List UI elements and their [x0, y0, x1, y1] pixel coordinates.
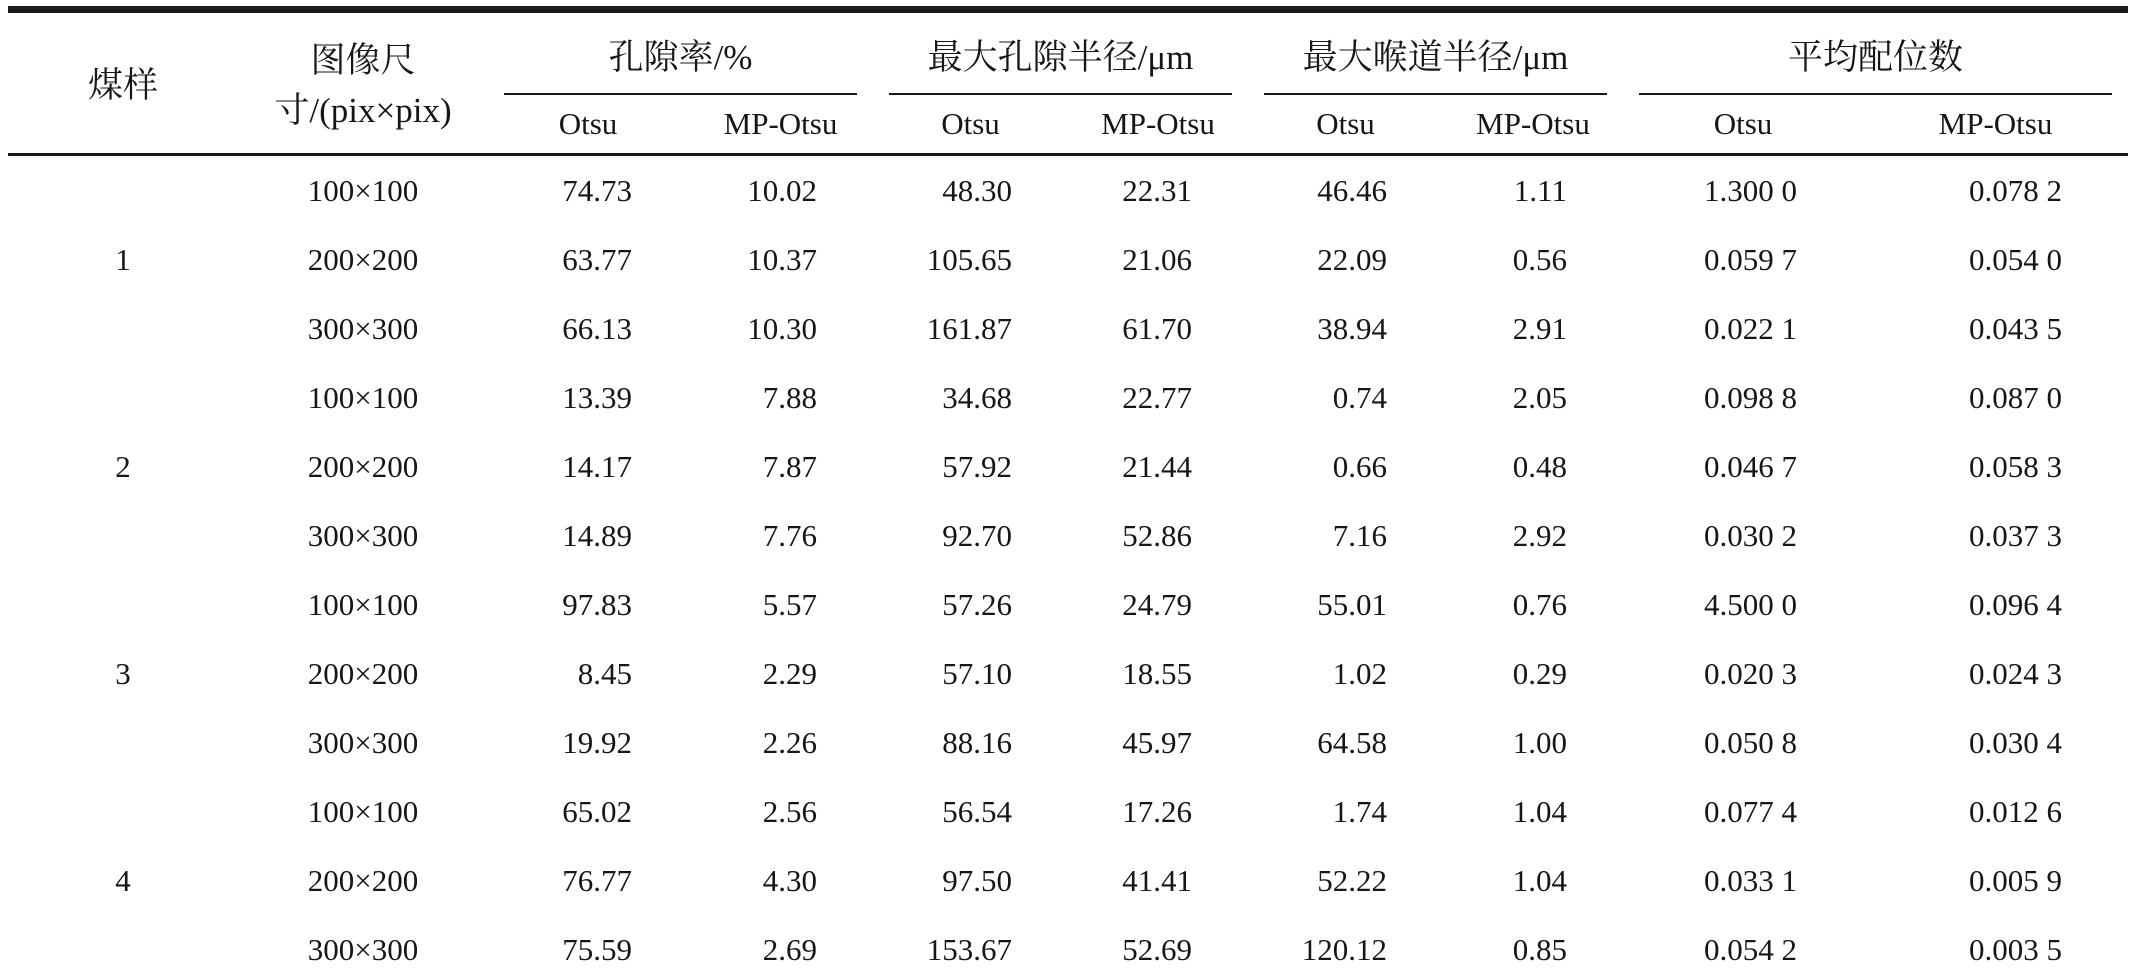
- cell-value: 2.05: [1512, 379, 1568, 415]
- group-header-max-throat-radius: [1248, 10, 1623, 95]
- cell-value: 13.39: [562, 379, 632, 415]
- cell-image-size: 300×300: [307, 517, 419, 553]
- cell-value: 0.012 6: [1969, 793, 2063, 829]
- cell-value: 8.45: [577, 655, 632, 691]
- cell-value: 0.037 3: [1969, 517, 2063, 553]
- cell-value: 120.12: [1301, 931, 1388, 967]
- cell-value: 1.11: [1513, 172, 1568, 208]
- cell-value: 56.54: [942, 793, 1013, 829]
- cell-image-size: 200×200: [307, 448, 419, 484]
- table-body: [8, 155, 2128, 969]
- results-table: [8, 6, 2128, 969]
- table-row: [8, 915, 2128, 969]
- cell-value: 0.76: [1512, 586, 1568, 622]
- cell-value: 52.22: [1317, 862, 1388, 898]
- cell-value: 66.13: [562, 310, 632, 346]
- cell-value: 4.500 0: [1704, 586, 1798, 622]
- cell-value: 0.033 1: [1704, 862, 1798, 898]
- cell-value: 0.077 4: [1704, 793, 1798, 829]
- cell-image-size: 100×100: [307, 586, 419, 622]
- cell-value: 2.92: [1512, 517, 1568, 553]
- sub-header-otsu: Otsu: [1623, 95, 1863, 155]
- cell-image-size: 300×300: [307, 724, 419, 760]
- cell-value: 10.02: [747, 172, 818, 208]
- table-row: [8, 432, 2128, 501]
- table-row: [8, 225, 2128, 294]
- cell-value: 61.70: [1122, 310, 1193, 346]
- cell-image-size: 100×100: [307, 793, 419, 829]
- cell-value: 0.054 2: [1704, 931, 1798, 967]
- cell-value: 45.97: [1122, 724, 1193, 760]
- table-row: [8, 846, 2128, 915]
- cell-value: 24.79: [1122, 586, 1193, 622]
- cell-value: 22.77: [1122, 379, 1193, 415]
- table-row: [8, 639, 2128, 708]
- cell-value: 21.06: [1122, 241, 1193, 277]
- cell-value: 38.94: [1317, 310, 1388, 346]
- cell-value: 57.10: [942, 655, 1013, 691]
- group-header-porosity: [488, 10, 873, 95]
- sub-header-mp-otsu: MP-Otsu: [1863, 95, 2128, 155]
- cell-value: 52.86: [1122, 517, 1193, 553]
- cell-value: 0.030 2: [1704, 517, 1798, 553]
- cell-value: 0.74: [1332, 379, 1388, 415]
- cell-value: 74.73: [562, 172, 632, 208]
- cell-value: 22.09: [1317, 241, 1388, 277]
- cell-value: 0.059 7: [1704, 241, 1798, 277]
- cell-value: 153.67: [926, 931, 1013, 967]
- col-header-sample: 煤样: [8, 10, 238, 155]
- cell-value: 46.46: [1317, 172, 1388, 208]
- cell-value: 2.26: [762, 724, 818, 760]
- sub-header-otsu: Otsu: [488, 95, 688, 155]
- group-header-max-pore-radius: [873, 10, 1248, 95]
- group-header-avg-coordination: [1623, 10, 2128, 95]
- cell-value: 0.48: [1512, 448, 1568, 484]
- cell-value: 1.02: [1332, 655, 1388, 691]
- cell-value: 1.04: [1512, 862, 1568, 898]
- cell-value: 10.37: [747, 241, 818, 277]
- cell-image-size: 200×200: [307, 241, 419, 277]
- cell-value: 88.16: [942, 724, 1013, 760]
- cell-sample: 1: [115, 241, 131, 277]
- cell-value: 0.024 3: [1969, 655, 2063, 691]
- cell-value: 92.70: [942, 517, 1013, 553]
- cell-value: 0.054 0: [1969, 241, 2063, 277]
- cell-value: 97.50: [942, 862, 1013, 898]
- cell-value: 2.56: [762, 793, 818, 829]
- group-header-porosity-label: 孔隙率/%: [504, 30, 857, 95]
- cell-value: 0.096 4: [1969, 586, 2063, 622]
- table-row: [8, 363, 2128, 432]
- table-row: [8, 777, 2128, 846]
- cell-value: 0.29: [1512, 655, 1568, 691]
- cell-sample: 2: [115, 448, 131, 484]
- cell-value: 97.83: [562, 586, 632, 622]
- cell-value: 0.058 3: [1969, 448, 2063, 484]
- cell-value: 1.00: [1512, 724, 1568, 760]
- cell-value: 21.44: [1122, 448, 1193, 484]
- cell-value: 0.85: [1512, 931, 1568, 967]
- cell-image-size: 200×200: [307, 862, 419, 898]
- cell-value: 65.02: [562, 793, 632, 829]
- cell-value: 0.030 4: [1969, 724, 2063, 760]
- table-row: [8, 570, 2128, 639]
- cell-value: 1.04: [1512, 793, 1568, 829]
- sub-header-otsu: Otsu: [1248, 95, 1443, 155]
- cell-image-size: 300×300: [307, 310, 419, 346]
- cell-value: 1.74: [1332, 793, 1388, 829]
- cell-value: 52.69: [1122, 931, 1193, 967]
- cell-value: 34.68: [942, 379, 1013, 415]
- table-row: [8, 294, 2128, 363]
- cell-sample: 3: [115, 655, 131, 691]
- cell-value: 76.77: [562, 862, 632, 898]
- cell-image-size: 300×300: [307, 931, 419, 967]
- cell-value: 0.66: [1332, 448, 1388, 484]
- cell-value: 22.31: [1122, 172, 1193, 208]
- cell-value: 19.92: [562, 724, 632, 760]
- cell-value: 57.26: [942, 586, 1013, 622]
- cell-value: 0.022 1: [1704, 310, 1798, 346]
- group-header-row: [8, 10, 2128, 95]
- cell-value: 5.57: [762, 586, 818, 622]
- cell-value: 4.30: [762, 862, 818, 898]
- cell-value: 0.005 9: [1969, 862, 2063, 898]
- cell-value: 63.77: [562, 241, 632, 277]
- cell-value: 0.56: [1512, 241, 1568, 277]
- cell-value: 41.41: [1122, 862, 1193, 898]
- table-row: [8, 155, 2128, 226]
- cell-value: 0.020 3: [1704, 655, 1798, 691]
- cell-value: 7.87: [762, 448, 818, 484]
- table-row: [8, 708, 2128, 777]
- cell-value: 1.300 0: [1704, 172, 1798, 208]
- cell-value: 7.76: [762, 517, 818, 553]
- group-header-max-pore-radius-label: 最大孔隙半径/μm: [889, 30, 1232, 95]
- table-header: [8, 10, 2128, 155]
- cell-value: 48.30: [942, 172, 1013, 208]
- cell-image-size: 100×100: [307, 172, 419, 208]
- sub-header-mp-otsu: MP-Otsu: [688, 95, 873, 155]
- cell-value: 55.01: [1317, 586, 1388, 622]
- cell-value: 10.30: [747, 310, 818, 346]
- cell-sample: 4: [115, 862, 131, 898]
- sub-header-mp-otsu: MP-Otsu: [1443, 95, 1623, 155]
- cell-value: 0.003 5: [1969, 931, 2063, 967]
- cell-value: 2.29: [762, 655, 818, 691]
- cell-value: 161.87: [926, 310, 1013, 346]
- sub-header-mp-otsu: MP-Otsu: [1068, 95, 1248, 155]
- cell-value: 7.16: [1332, 517, 1388, 553]
- cell-value: 105.65: [926, 241, 1013, 277]
- cell-value: 64.58: [1317, 724, 1388, 760]
- cell-value: 2.91: [1512, 310, 1568, 346]
- group-header-avg-coordination-label: 平均配位数: [1639, 30, 2112, 95]
- cell-value: 14.17: [562, 448, 632, 484]
- cell-value: 0.043 5: [1969, 310, 2063, 346]
- cell-value: 0.087 0: [1969, 379, 2063, 415]
- cell-value: 0.078 2: [1969, 172, 2063, 208]
- cell-image-size: 100×100: [307, 379, 419, 415]
- col-header-image-size: 图像尺寸/(pix×pix): [238, 10, 488, 155]
- cell-value: 0.050 8: [1704, 724, 1798, 760]
- sub-header-otsu: Otsu: [873, 95, 1068, 155]
- cell-value: 0.098 8: [1704, 379, 1798, 415]
- table-row: [8, 501, 2128, 570]
- cell-value: 2.69: [762, 931, 818, 967]
- cell-image-size: 200×200: [307, 655, 419, 691]
- group-header-max-throat-radius-label: 最大喉道半径/μm: [1264, 30, 1607, 95]
- cell-value: 57.92: [942, 448, 1013, 484]
- cell-value: 18.55: [1122, 655, 1193, 691]
- cell-value: 7.88: [762, 379, 818, 415]
- cell-value: 17.26: [1122, 793, 1193, 829]
- cell-value: 14.89: [562, 517, 632, 553]
- cell-value: 75.59: [562, 931, 632, 967]
- cell-value: 0.046 7: [1704, 448, 1798, 484]
